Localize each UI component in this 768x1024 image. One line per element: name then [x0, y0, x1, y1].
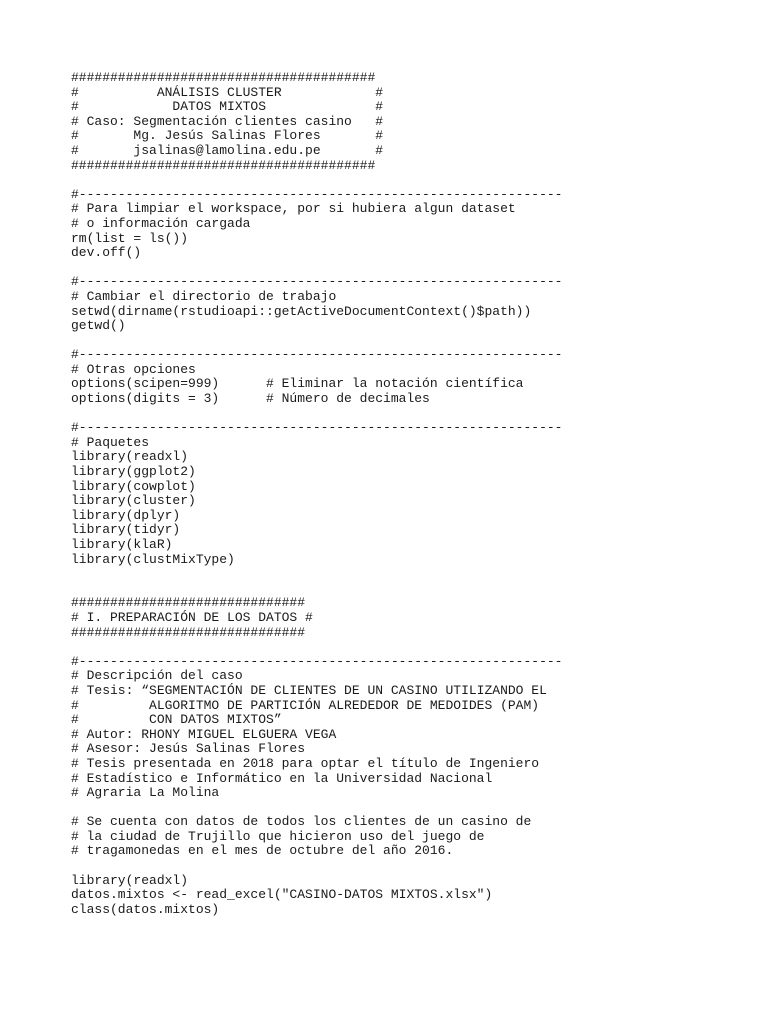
code-line: # Estadístico e Informático en la Universidad Nacional: [71, 770, 493, 786]
code-line: # o información cargada: [71, 215, 251, 231]
code-line: library(cluster): [71, 493, 196, 509]
code-line: library(readxl): [71, 872, 189, 888]
code-line: library(clustMixType): [71, 551, 235, 567]
code-line: library(klaR): [71, 537, 173, 552]
code-line: [71, 640, 562, 655]
code-line: # Mg. Jesús Salinas Flores #: [71, 128, 384, 144]
code-line: # Autor: RHONY MIGUEL ELGUERA VEGA: [71, 726, 337, 742]
code-line: #--------------------------------------------------------------: [71, 347, 563, 363]
code-line: #--------------------------------------------------------------: [71, 420, 563, 436]
code-line: [71, 859, 562, 874]
code-line: # Otras opciones: [71, 361, 196, 377]
code-line: # la ciudad de Trujillo que hicieron uso del juego de: [71, 828, 485, 844]
r-script-code-block: [71, 71, 562, 917]
code-line: #######################################: [71, 157, 376, 173]
code-line: # Caso: Segmentación clientes casino #: [71, 113, 384, 129]
code-line: # Para limpiar el workspace, por si hubiera algun dataset: [71, 201, 516, 217]
code-line: [71, 334, 562, 349]
code-line: ##############################: [71, 624, 306, 640]
code-line: [71, 801, 562, 816]
code-line: # ALGORITMO DE PARTICIÓN ALREDEDOR DE MEDOIDES (PAM): [71, 697, 540, 713]
code-line: # jsalinas@lamolina.edu.pe #: [71, 142, 384, 158]
code-line: # CON DATOS MIXTOS”: [71, 712, 282, 728]
code-line: [71, 261, 562, 276]
code-line: # Tesis presentada en 2018 para optar el título de Ingeniero: [71, 755, 540, 771]
code-line: rm(list = ls()): [71, 230, 189, 246]
code-line: #--------------------------------------------------------------: [71, 274, 563, 290]
code-line: class(datos.mixtos): [71, 901, 220, 917]
code-line: #######################################: [71, 70, 376, 85]
code-line: [71, 407, 562, 422]
code-line: #--------------------------------------------------------------: [71, 186, 563, 202]
code-line: library(dplyr): [71, 507, 181, 523]
code-line: options(digits = 3) # Número de decimales: [71, 391, 430, 407]
code-line: dev.off(): [71, 245, 142, 261]
code-line: # I. PREPARACIÓN DE LOS DATOS #: [71, 609, 313, 625]
code-line: # Se cuenta con datos de todos los clientes de un casino de: [71, 814, 532, 830]
code-line: [71, 173, 562, 188]
code-line: library(readxl): [71, 449, 189, 465]
code-line: # Tesis: “SEGMENTACIÓN DE CLIENTES DE UN CASINO UTILIZANDO EL: [71, 682, 547, 698]
code-line: # Cambiar el directorio de trabajo: [71, 288, 337, 304]
code-line: library(cowplot): [71, 478, 196, 494]
code-line: ##############################: [71, 595, 306, 611]
code-line: datos.mixtos <- read_excel("CASINO-DATOS MIXTOS.xlsx"): [71, 887, 493, 903]
code-line: setwd(dirname(rstudioapi::getActiveDocumentContext()$path)): [71, 303, 532, 319]
code-line: # Asesor: Jesús Salinas Flores: [71, 741, 306, 757]
code-line: # DATOS MIXTOS #: [71, 99, 384, 115]
code-line: # Agraria La Molina: [71, 785, 220, 801]
code-line: # tragamonedas en el mes de octubre del año 2016.: [71, 843, 454, 859]
code-line: [71, 567, 562, 582]
code-line: # Descripción del caso: [71, 668, 243, 684]
code-line: library(tidyr): [71, 522, 181, 538]
code-line: library(ggplot2): [71, 464, 196, 480]
code-line: # ANÁLISIS CLUSTER #: [71, 84, 384, 100]
code-line: # Paquetes: [71, 434, 150, 450]
code-line: [71, 582, 562, 597]
code-line: options(scipen=999) # Eliminar la notación científica: [71, 376, 524, 392]
code-line: #--------------------------------------------------------------: [71, 653, 563, 669]
code-line: getwd(): [71, 318, 126, 334]
